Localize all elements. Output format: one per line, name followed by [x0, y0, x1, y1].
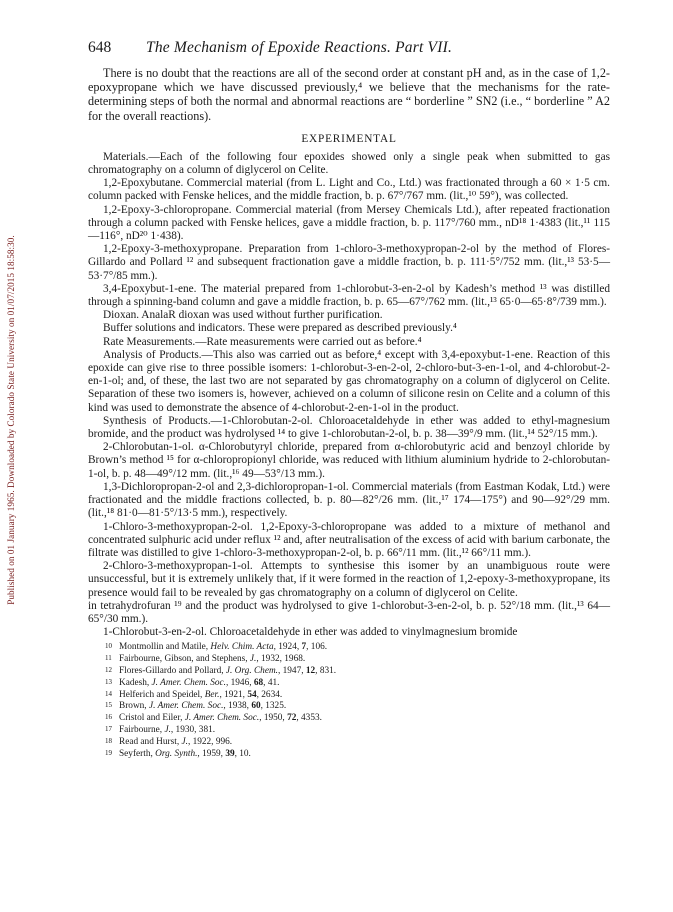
reference-list	[88, 641, 610, 759]
paragraph-tetrahydrofuran: in tetrahydrofuran ¹⁹ and the product was hydrolysed to give 1-chlorobut-3-en-2-ol, b. p. 52°/18 mm. (lit.,¹³ 64—65°/30 mm.).	[88, 599, 610, 625]
paragraph-epoxybutene: 3,4-Epoxybut-1-ene. The material prepared from 1-chlorobut-3-en-2-ol by Kadesh’s method ¹³ was distilled through a spinning-band column and gave a middle fraction, b. p. 65—67°/762 mm. (lit.,¹³ 65·0—65·8°/739 mm.).	[88, 282, 610, 309]
paragraph-materials: Materials.—Each of the following four epoxides showed only a single peak when submitted to gas chromatography on a column of diglycerol on Celite.	[88, 150, 610, 177]
reference-item: 16 Cristol and Eiler, J. Amer. Chem. Soc., 1950, 72, 4353.	[105, 713, 322, 724]
paragraph-chloro-methoxypropan-2-ol: 1-Chloro-3-methoxypropan-2-ol. 1,2-Epoxy-3-chloropropane was added to a mixture of methanol and concentrated sulphuric acid under reflux ¹² and, after neutralisation of the excess of acid with barium carbonate, the filtrate was distilled to give 1-chloro-3-methoxypropan-2-ol, b. p. 66°/11 mm. (lit.,¹² 66°/11 mm.).	[88, 520, 610, 559]
paragraph-chlorobutan-2-ol: Synthesis of Products.—1-Chlorobutan-2-ol. Chloroacetaldehyde in ether was added to ethyl-magnesium bromide, and the product was hydrolysed ¹⁴ to give 1-chlorobutan-2-ol, b. p. 38—39°/9 mm. (lit.,¹⁴ 52°/15 mm.).	[88, 414, 610, 441]
reference-item: 15 Brown, J. Amer. Chem. Soc., 1938, 60, 1325.	[105, 701, 287, 712]
page-number: 648	[88, 39, 112, 56]
download-watermark	[4, 140, 18, 700]
paragraph-buffer-solutions: Buffer solutions and indicators. These were prepared as described previously.⁴	[103, 322, 457, 335]
paragraph-dioxan: Dioxan. AnalaR dioxan was used without further purification.	[103, 309, 383, 322]
reference-item: 17 Fairbourne, J., 1930, 381.	[105, 724, 216, 735]
section-heading: EXPERIMENTAL	[301, 132, 397, 145]
reference-item: 14 Helferich and Speidel, Ber., 1921, 54, 2634.	[105, 689, 283, 700]
reference-item: 10 Montmollin and Matile, Helv. Chim. Acta, 1924, 7, 106.	[105, 642, 328, 653]
paragraph-chlorobutenol: 1-Chlorobut-3-en-2-ol. Chloroacetaldehyde in ether was added to vinylmagnesium bromide	[103, 626, 518, 639]
reference-item: 13 Kadesh, J. Amer. Chem. Soc., 1946, 68, 41.	[105, 677, 280, 688]
paragraph-analysis-of-products: Analysis of Products.—This also was carried out as before,⁴ except with 3,4-epoxybut-1-ene. Reaction of this epoxide can give rise to three possible isomers: 1-chlorobut-3-en-2-ol, 2-chloro-but-3-en-1-ol, and 4-chlorobut-2-en-1-ol; and, of these, the last two are not separated by gas chromatography on a column of diglycerol on Celite. Separation of these two isomers is, however, achieved on a column of silicone resin on Celite and a column of this kind was used to demonstrate the absence of 4-chlorobut-2-en-1-ol in the product.	[88, 348, 610, 414]
paragraph-epoxybutane: 1,2-Epoxybutane. Commercial material (from L. Light and Co., Ltd.) was fractionated through a 60 × 1·5 cm. column packed with Fenske helices, and the middle fraction, b. p. 67°/767 mm. (lit.,¹⁰ 59°), was collected.	[88, 177, 610, 203]
reference-item: 19 Seyferth, Org. Synth., 1959, 39, 10.	[105, 748, 251, 759]
paragraph-chloro-methoxypropan-1-ol: 2-Chloro-3-methoxypropan-1-ol. Attempts to synthesise this isomer by an unambiguous route were unsuccessful, but it is extremely unlikely that, if it were formed in the reaction of 1,2-epoxy-3-methoxypropane, its presence would fail to be revealed by gas chromatography on a column of diglycerol on Celite.	[88, 560, 610, 599]
reference-item: 18 Read and Hurst, J., 1922, 996.	[105, 736, 233, 747]
paragraph-rate-measurements: Rate Measurements.—Rate measurements were carried out as before.⁴	[103, 335, 422, 348]
reference-item: 11 Fairbourne, Gibson, and Stephens, J., 1932, 1968.	[105, 654, 306, 665]
page-header	[88, 39, 618, 57]
running-title: The Mechanism of Epoxide Reactions. Part VII.	[146, 39, 453, 56]
article-body	[88, 66, 610, 759]
intro-paragraph: There is no doubt that the reactions are all of the second order at constant pH and, as in the case of 1,2-epoxypropane which we have discussed previously,⁴ we believe that the mechanisms for the rate-determining steps of both the normal and abnormal reactions are “ borderline ” SN2 (i.e., “ borderline ” A2 for the overall reactions).	[88, 66, 610, 123]
paragraph-dichloropropanols: 1,3-Dichloropropan-2-ol and 2,3-dichloropropan-1-ol. Commercial materials (from Eastman Kodak, Ltd.) were fractionated and the middle fractions collected, b. p. 80—82°/26 mm. (lit.,¹⁷ 174—175°) and 90—92°/29 mm. (lit.,¹⁸ 81·0—81·5°/13·5 mm.), respectively.	[88, 480, 610, 520]
paragraph-chlorobutan-1-ol: 2-Chlorobutan-1-ol. α-Chlorobutyryl chloride, prepared from α-chlorobutyric acid and benzoyl chloride by Brown’s method ¹⁵ for α-chloropropionyl chloride, was reduced with lithium aluminium hydride to 2-chlorobutan-1-ol, b. p. 48—49°/12 mm. (lit.,¹⁶ 49—53°/13 mm.).	[88, 441, 610, 480]
paragraph-epoxy-chloropropane: 1,2-Epoxy-3-chloropropane. Commercial material (from Mersey Chemicals Ltd.), after repeated fractionation through a column packed with Fenske helices, gave a middle fraction, b. p. 117°/760 mm., nD¹⁸ 1·4383 (lit.,¹¹ 115—116°, nD²⁰ 1·438).	[88, 203, 610, 243]
reference-item: 12 Flores-Gillardo and Pollard, J. Org. Chem., 1947, 12, 831.	[105, 665, 337, 676]
download-watermark-text: Published on 01 January 1965. Downloaded by Colorado State University on 01/07/2015 18:58:30.	[6, 235, 16, 605]
paragraph-epoxy-methoxypropane: 1,2-Epoxy-3-methoxypropane. Preparation from 1-chloro-3-methoxypropan-2-ol by the method of Flores-Gillardo and Pollard ¹² and subsequent fractionation gave a middle fraction, b. p. 111·5°/752 mm. (lit.,¹³ 53·5—53·7°/85 mm.).	[88, 243, 610, 282]
